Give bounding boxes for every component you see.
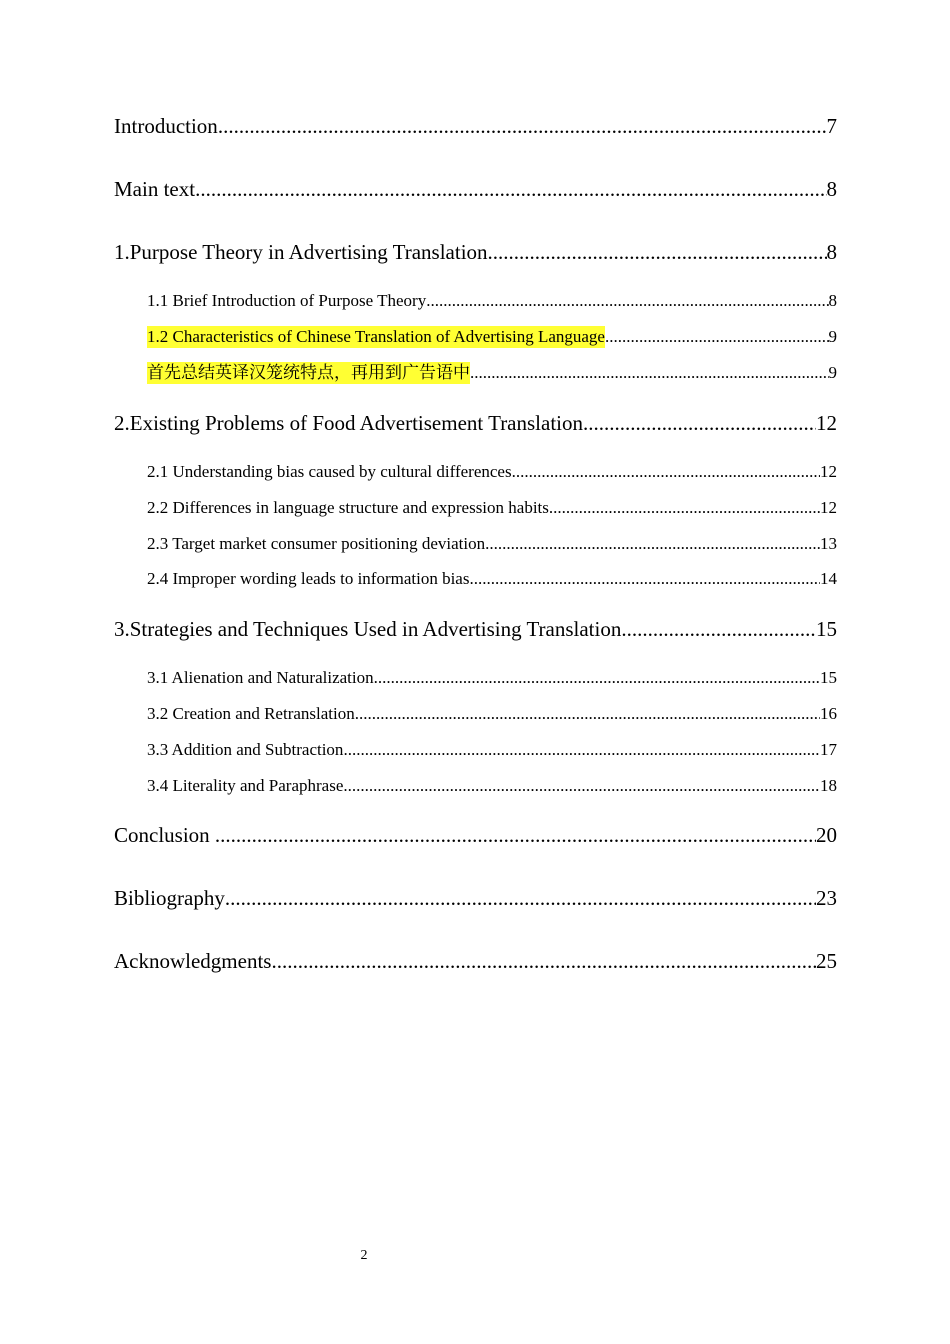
toc-leader-dots (355, 703, 820, 725)
toc-entry-section-2-1 (147, 461, 837, 483)
toc-entry-page-number: 12 (820, 462, 837, 481)
toc-entry-conclusion (114, 822, 837, 848)
toc-entry-section-3-2 (147, 703, 837, 725)
toc-leader-dots (215, 822, 816, 848)
toc-entry-page-number: 9 (828, 327, 837, 346)
toc-entry-acknowledgments (114, 948, 837, 974)
toc-entry-page-number: 16 (820, 704, 837, 723)
toc-entry-label: 3.4 Literality and Paraphrase (147, 776, 344, 795)
toc-entry-page-number: 8 (828, 291, 837, 310)
toc-entry-page-number: 17 (820, 740, 837, 759)
toc-entry-label: 3.1 Alienation and Naturalization (147, 668, 374, 687)
toc-leader-dots (225, 885, 816, 911)
toc-entry-label: Main text (114, 177, 196, 201)
toc-entry-label: 2.4 Improper wording leads to information bias (147, 569, 470, 588)
toc-entry-main-text (114, 176, 837, 202)
toc-leader-dots (605, 326, 829, 348)
toc-entry-chinese-note (147, 362, 837, 384)
toc-entry-section-2-3 (147, 533, 837, 555)
toc-entry-label: Conclusion (114, 823, 215, 847)
toc-entry-label-highlighted: 首先总结英译汉笼统特点，再用到广告语中 (147, 363, 470, 383)
toc-leader-dots (218, 113, 827, 139)
toc-entry-introduction (114, 113, 837, 139)
toc-leader-dots (469, 568, 820, 590)
toc-entry-section-2-2 (147, 497, 837, 519)
toc-leader-dots (343, 739, 820, 761)
toc-entry-section-2-4 (147, 568, 837, 590)
toc-entry-page-number: 12 (816, 411, 837, 435)
toc-entry-label: 1.1 Brief Introduction of Purpose Theory (147, 291, 427, 310)
toc-entry-page-number: 14 (820, 569, 837, 588)
toc-entry-label: Introduction (114, 114, 218, 138)
toc-leader-dots (488, 239, 827, 265)
toc-entry-section-1-2 (147, 326, 837, 348)
toc-entry-page-number: 20 (816, 823, 837, 847)
toc-entry-section-3-3 (147, 739, 837, 761)
toc-entry-section-3-1 (147, 667, 837, 689)
toc-entry-label: 2.1 Understanding bias caused by cultural differences (147, 462, 512, 481)
toc-entry-section-3-4 (147, 775, 837, 797)
toc-entry-page-number: 15 (816, 617, 837, 641)
toc-entry-page-number: 9 (828, 363, 837, 382)
toc-entry-chapter-3 (114, 616, 837, 642)
toc-entry-page-number: 18 (820, 776, 837, 795)
toc-leader-dots (195, 176, 826, 202)
toc-entry-label: 3.Strategies and Techniques Used in Advertising Translation (114, 617, 622, 641)
toc-entry-label: 3.3 Addition and Subtraction (147, 740, 344, 759)
toc-leader-dots (512, 461, 820, 483)
toc-entry-page-number: 8 (826, 240, 837, 264)
toc-leader-dots (426, 290, 828, 312)
toc-entry-page-number: 15 (820, 668, 837, 687)
toc-entry-chapter-1 (114, 239, 837, 265)
toc-leader-dots (621, 616, 816, 642)
toc-entry-label: 2.Existing Problems of Food Advertisement Translation (114, 411, 584, 435)
toc-entry-label: 2.2 Differences in language structure and expression habits (147, 498, 549, 517)
toc-entry-page-number: 12 (820, 498, 837, 517)
toc-entry-label: 3.2 Creation and Retranslation (147, 704, 355, 723)
toc-entry-label: 2.3 Target market consumer positioning deviation (147, 534, 486, 553)
toc-leader-dots (583, 410, 816, 436)
toc-entry-chapter-2 (114, 410, 837, 436)
toc-leader-dots (549, 497, 820, 519)
toc-entry-page-number: 23 (816, 886, 837, 910)
toc-leader-dots (470, 362, 829, 384)
toc-entry-bibliography (114, 885, 837, 911)
toc-entry-label-highlighted: 1.2 Characteristics of Chinese Translation of Advertising Language (147, 327, 605, 346)
toc-entry-section-1-1 (147, 290, 837, 312)
toc-leader-dots (271, 948, 816, 974)
toc-entry-page-number: 8 (826, 177, 837, 201)
toc-entry-page-number: 13 (820, 534, 837, 553)
page-number: 2 (360, 1248, 368, 1263)
toc-entry-page-number: 25 (816, 949, 837, 973)
toc-leader-dots (485, 533, 820, 555)
toc-entry-label: 1.Purpose Theory in Advertising Translation (114, 240, 488, 264)
toc-entry-page-number: 7 (826, 114, 837, 138)
toc-entry-label: Acknowledgments (114, 949, 272, 973)
toc-leader-dots (374, 667, 820, 689)
toc-leader-dots (343, 775, 820, 797)
toc-entry-label: Bibliography (114, 886, 225, 910)
